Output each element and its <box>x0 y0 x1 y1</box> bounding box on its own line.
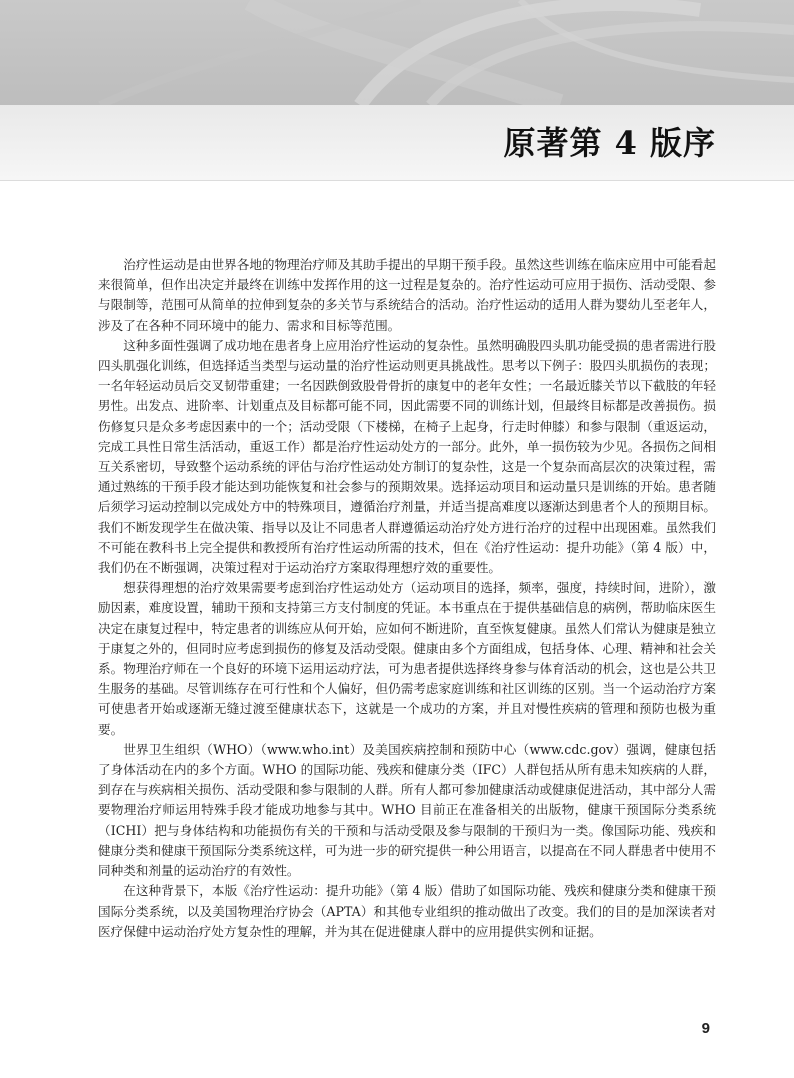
header-decoration <box>0 0 794 105</box>
paragraph: 想获得理想的治疗效果需要考虑到治疗性运动处方（运动项目的选择，频率，强度，持续时间，进阶），激励因素，难度设置，辅助干预和支持第三方支付制度的凭证。本书重点在于提供基础信息的病例，帮助临床医生决定在康复过程中，特定患者的训练应从何开始，应如何不断进阶，直至恢复健康。虽然人们常认为健康是独立于康复之外的，但同时应考虑到损伤的修复及活动受限。健康由多个方面组成，包括身体、心理、精神和社会关系。物理治疗师在一个良好的环境下运用运动疗法，可为患者提供选择终身参与体育活动的机会，这也是公共卫生服务的基础。尽管训练存在可行性和个人偏好，但仍需考虑家庭训练和社区训练的区别。当一个运动治疗方案可使患者开始或逐渐无缝过渡至健康状态下，这就是一个成功的方案，并且对慢性疾病的管理和预防也极为重要。 <box>98 580 716 737</box>
paragraph: 治疗性运动是由世界各地的物理治疗师及其助手提出的早期干预手段。虽然这些训练在临床应用中可能看起来很简单，但作出决定并最终在训练中发挥作用的这一过程是复杂的。治疗性运动可应用于损伤、活动受限、参与限制等，范围可从简单的拉伸到复杂的多关节与系统结合的活动。治疗性运动的适用人群为婴幼儿至老年人，涉及了在各种不同环境中的能力、需求和目标等范围。 <box>98 257 716 333</box>
body-text <box>98 255 716 942</box>
paragraph: 世界卫生组织（WHO）（www.who.int）及美国疾病控制和预防中心（www.cdc.gov）强调，健康包括了身体活动在内的多个方面。WHO 的国际功能、残疾和健康分类（IFC）人群包括从所有患未知疾病的人群，到存在与疾病相关损伤、活动受限和参与限制的人群。所有人都可参加健康活动或健康促进活动，其中部分人需要物理治疗师运用特殊手段才能成功地参与其中。WHO 目前正在准备相关的出版物，健康干预国际分类系统（ICHI）把与身体结构和功能损伤有关的干预和与活动受限及参与限制的干预归为一类。像国际功能、残疾和健康分类和健康干预国际分类系统这样，可为进一步的研究提供一种公用语言，以提高在不同人群患者中使用不同种类和剂量的运动治疗的有效性。 <box>98 741 716 879</box>
decorative-arcs <box>0 0 794 105</box>
page-title: 原著第 4 版序 <box>503 124 716 162</box>
page-number: 9 <box>701 1020 710 1037</box>
paragraph: 这种多面性强调了成功地在患者身上应用治疗性运动的复杂性。虽然明确股四头肌功能受损的患者需进行股四头肌强化训练，但选择适当类型与运动量的治疗性运动则更具挑战性。思考以下例子：股四头肌损伤的表现；一名年轻运动员后交叉韧带重建；一名因跌倒致股骨骨折的康复中的老年女性；一名最近膝关节以下截肢的年轻男性。出发点、进阶率、计划重点及目标都可能不同，因此需要不同的训练计划，但最终目标都是改善损伤。损伤修复只是众多考虑因素中的一个；活动受限（下楼梯，在椅子上起身，行走时伸膝）和参与限制（重返运动，完成工具性日常生活活动，重返工作）都是治疗性运动处方的一部分。此外，单一损伤较为少见。各损伤之间相互关系密切，导致整个运动系统的评估与治疗性运动处方制订的复杂性，这是一个复杂而高层次的决策过程，需通过熟练的干预手段才能达到功能恢复和社会参与的预期效果。选择运动项目和运动量只是训练的开始。患者随后须学习运动控制以完成处方中的特殊项目，遵循治疗剂量，并适当提高难度以逐渐达到患者个人的预期目标。我们不断发现学生在做决策、指导以及让不同患者人群遵循运动治疗处方进行治疗的过程中出现困难。虽然我们不可能在教科书上完全提供和教授所有治疗性运动所需的技术，但在《治疗性运动：提升功能》（第 4 版）中，我们仍在不断强调，决策过程对于运动治疗方案取得理想疗效的重要性。 <box>98 337 716 576</box>
paragraph: 在这种背景下，本版《治疗性运动：提升功能》（第 4 版）借助了如国际功能、残疾和健康分类和健康干预国际分类系统，以及美国物理治疗协会（APTA）和其他专业组织的推动做出了改变。我们的目的是加深读者对医疗保健中运动治疗处方复杂性的理解，并为其在促进健康人群中的应用提供实例和证据。 <box>98 883 716 939</box>
